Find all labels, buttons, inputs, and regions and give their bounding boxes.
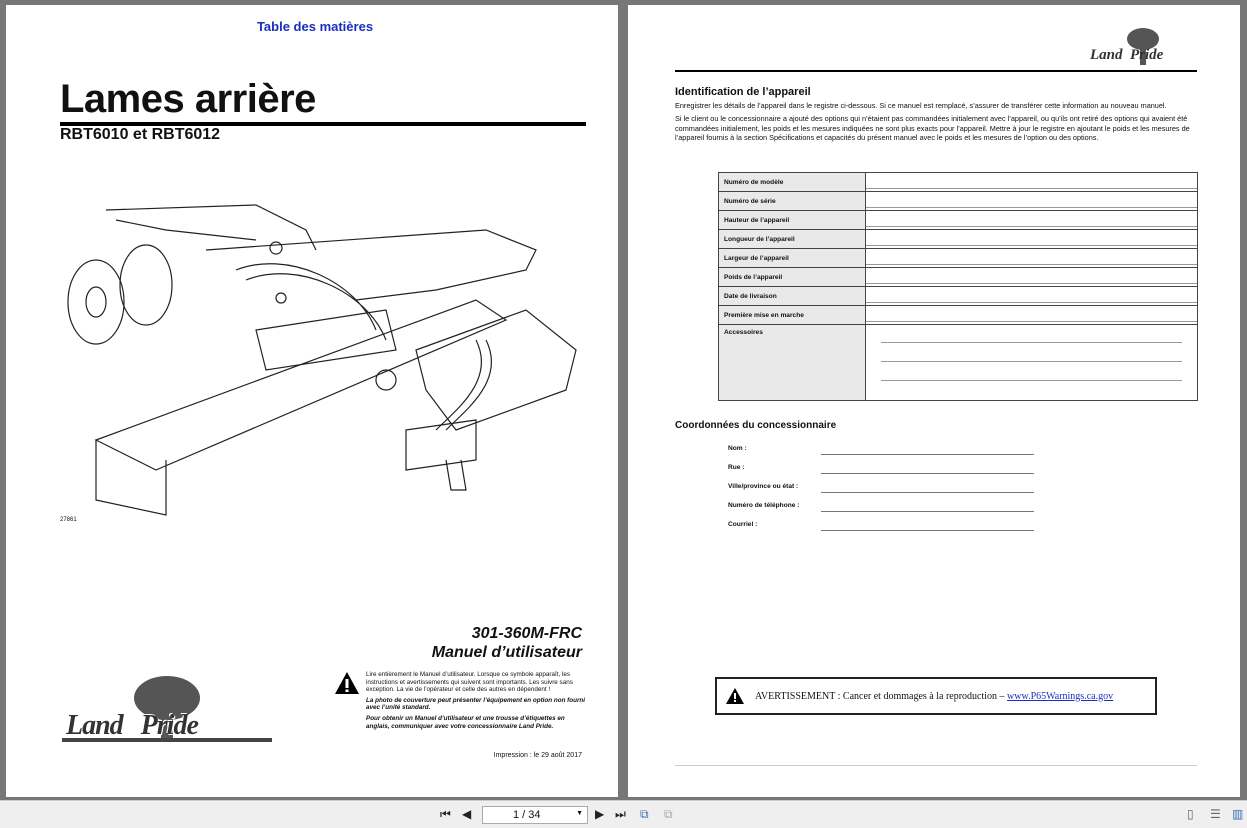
dealer-field-label: Rue : (728, 464, 745, 471)
register-value-field[interactable] (866, 211, 1198, 230)
table-row (719, 192, 1198, 211)
continuous-view-icon[interactable]: ☰ (1210, 807, 1221, 821)
land-pride-logo-small: Land Pride (1088, 27, 1198, 71)
register-label: Numéro de modèle (719, 173, 866, 192)
register-value-field[interactable] (866, 173, 1198, 192)
table-row (719, 268, 1198, 287)
dealer-field-label: Courriel : (728, 521, 758, 528)
viewer-toolbar (0, 800, 1247, 828)
photo-note: La photo de couverture peut présenter l’équipement en option non fourni avec l’unité standard. (366, 696, 586, 712)
manual-type: Manuel d’utilisateur (431, 644, 582, 661)
table-row (719, 325, 1198, 401)
dealer-field-label: Ville/province ou état : (728, 483, 799, 490)
register-label: Numéro de série (719, 192, 866, 211)
register-value-field[interactable] (866, 230, 1198, 249)
previous-page-icon[interactable]: ◀ (462, 807, 472, 821)
two-page-view-icon[interactable]: ▥ (1232, 807, 1244, 821)
register-label: Longueur de l’appareil (719, 230, 866, 249)
toc-link[interactable]: Table des matières (256, 19, 374, 34)
register-label: Date de livraison (719, 287, 866, 306)
register-label: Hauteur de l’appareil (719, 211, 866, 230)
p65-text: AVERTISSEMENT : Cancer et dommages à la reproduction – (755, 690, 1005, 702)
register-value-field[interactable] (866, 268, 1198, 287)
identification-heading: Identification de l’appareil (675, 86, 811, 98)
warning-text: Lire entièrement le Manuel d’utilisateur. Lorsque ce symbole apparaît, les instructions et avertissements qui suivent sont importants. Les suivre sans exception. La vie de l’opérateur et celle des autres en dépendent ! (366, 671, 573, 694)
register-value-field[interactable] (866, 249, 1198, 268)
page-indicator: 1 / 34 (513, 809, 541, 821)
first-page-icon[interactable]: ⏮ (440, 807, 451, 821)
next-page-icon[interactable]: ▶ (595, 807, 605, 821)
equipment-register-table (718, 172, 1198, 401)
register-label: Première mise en marche (719, 306, 866, 325)
register-label: Poids de l’appareil (719, 268, 866, 287)
table-row (719, 230, 1198, 249)
register-value-field[interactable] (866, 192, 1198, 211)
register-label: Largeur de l’appareil (719, 249, 866, 268)
page-2 (628, 5, 1240, 797)
dealer-field-input[interactable] (821, 530, 1034, 531)
register-value-field[interactable] (866, 287, 1198, 306)
manual-code: 301-360M-FRC (471, 625, 582, 642)
dealer-field-input[interactable] (821, 511, 1034, 512)
land-pride-logo: Land Pride (62, 670, 272, 750)
p65-link[interactable]: www.P65Warnings.ca.gov (1007, 690, 1114, 702)
register-value-field[interactable] (866, 306, 1198, 325)
single-page-view-icon[interactable]: ▯ (1187, 807, 1194, 821)
table-row (719, 287, 1198, 306)
warning-block (366, 671, 586, 733)
dealer-field-input[interactable] (821, 473, 1034, 474)
footer-rule (675, 765, 1197, 766)
table-row (719, 306, 1198, 325)
page-title: Lames arrière (60, 77, 316, 121)
dealer-field-input[interactable] (821, 454, 1034, 455)
compare-pages-icon[interactable]: ⧉ (664, 807, 673, 821)
p65-warning-box (715, 677, 1157, 715)
order-note: Pour obtenir un Manuel d’utilisateur et une trousse d’étiquettes en anglais, communiquer avec votre concessionnaire Land Pride. (366, 714, 565, 730)
header-rule (675, 70, 1197, 72)
dealer-field-label: Numéro de téléphone : (728, 502, 800, 509)
machine-illustration (56, 190, 596, 520)
page-number-select[interactable] (482, 806, 588, 824)
page-1 (6, 5, 618, 797)
manual-code-block (432, 624, 582, 662)
dealer-heading: Coordonnées du concessionnaire (675, 420, 837, 431)
intro-paragraph: Enregistrer les détails de l’appareil dans le registre ci-dessous. Si ce manuel est remplacé, s’assurer de transférer cette information au nouveau manuel. (675, 101, 1167, 110)
warning-triangle-icon (334, 671, 360, 695)
table-row (719, 211, 1198, 230)
figure-number: 27861 (60, 517, 77, 523)
accessories-field[interactable] (866, 325, 1198, 401)
accessories-label: Accessoires (719, 325, 866, 401)
dealer-field-label: Nom : (728, 445, 747, 452)
last-page-icon[interactable]: ⏭ (615, 807, 626, 821)
chevron-down-icon: ▼ (576, 810, 583, 817)
identification-text (675, 101, 1197, 146)
table-row (719, 249, 1198, 268)
options-paragraph: Si le client ou le concessionnaire a ajouté des options qui n’étaient pas commandées initialement avec l’appareil, ou qu’ils ont retiré des options qui avaient été commandées initialement, les poids et les mesures indiquées ne sont plus exacts pour l’appareil. Mettre à jour le registre en ajoutant le poids et les mesures de l’appareil fournis à la section Spécifications et capacités du présent manuel avec le poids et les mesures de l’option ou des options. (675, 114, 1190, 142)
model-subtitle: RBT6010 et RBT6012 (60, 126, 221, 143)
dealer-field-input[interactable] (821, 492, 1034, 493)
rotate-page-icon[interactable]: ⧉ (640, 807, 649, 821)
table-row (719, 173, 1198, 192)
print-date: Impression : le 29 août 2017 (493, 752, 582, 759)
warning-triangle-icon (725, 687, 745, 705)
